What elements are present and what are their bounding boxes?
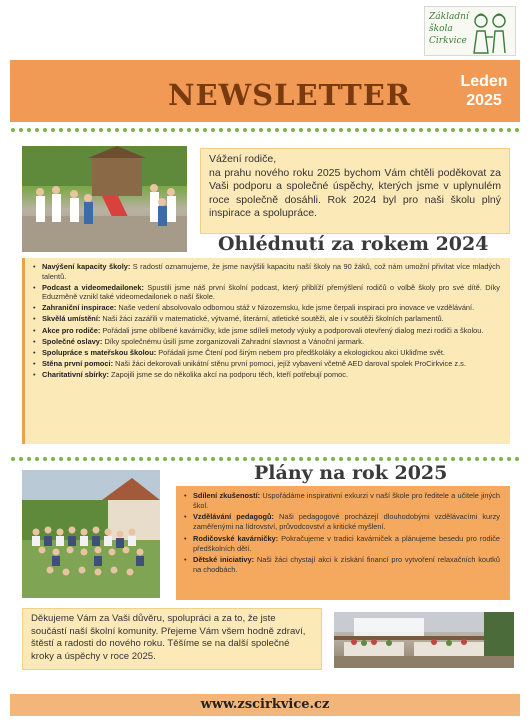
divider-dot — [499, 457, 503, 461]
review-item-text: Naši žáci zazářili v matematické, výtvarné, literární, atletické soutěži, ale i v soutěži školních parlamentů. — [100, 314, 444, 324]
divider-dot — [355, 457, 359, 461]
divider-dot — [307, 128, 311, 132]
intro-message — [200, 148, 510, 234]
divider-dot — [403, 457, 407, 461]
divider-dot — [411, 128, 415, 132]
divider-dot — [139, 128, 143, 132]
review-item-title: Stěna první pomoci: — [42, 358, 114, 368]
divider-dot — [195, 457, 199, 461]
divider-dot — [507, 457, 511, 461]
divider-dot — [155, 128, 159, 132]
divider-dot — [323, 128, 327, 132]
divider-dot — [419, 128, 423, 132]
divider-dot — [123, 457, 127, 461]
divider-dot — [67, 128, 71, 132]
review-item-text: Zapojili jsme se do několika akcí na podporu těch, kteří potřebují pomoc. — [108, 369, 349, 379]
divider-dot — [291, 128, 295, 132]
review-item-text: Díky společnému úsilí jsme zorganizovali Zahradní slavnost a Vánoční jarmark. — [102, 336, 365, 346]
divider-dot — [275, 128, 279, 132]
divider-dot — [179, 457, 183, 461]
divider-dot — [211, 457, 215, 461]
review-item-title: Zahraniční inspirace: — [42, 303, 117, 313]
divider-dot — [515, 457, 519, 461]
divider-dot — [259, 457, 263, 461]
review-item-title: Společné oslavy: — [42, 336, 103, 346]
website-link[interactable]: www.zscirkvice.cz — [200, 697, 330, 712]
divider-dot — [323, 457, 327, 461]
divider-dot — [363, 128, 367, 132]
divider-dot — [83, 128, 87, 132]
photo-children-on-playground — [22, 146, 187, 252]
divider-dot — [227, 128, 231, 132]
plan-item — [184, 534, 500, 553]
review-item-text: S radostí oznamujeme, že jsme navýšili kapacitu naší školy na 90 žáků, což nám umožní přivítat více mladých talentů. — [42, 262, 500, 281]
dotted-divider-top — [10, 127, 520, 133]
review-item-title: Akce pro rodiče: — [42, 325, 101, 335]
review-item-text: Naši žáci dekorovali unikátní stěnu první pomoci, jejíž vybavení včetně AED daroval spolek ProCirkvice z.s. — [113, 358, 466, 368]
divider-dot — [395, 128, 399, 132]
divider-dot — [483, 128, 487, 132]
divider-dot — [483, 457, 487, 461]
plans-section — [176, 486, 510, 600]
divider-dot — [371, 457, 375, 461]
review-item-title: Spolupráce s mateřskou školou: — [42, 347, 157, 357]
plans-heading: Plány na rok 2025 — [254, 462, 448, 484]
divider-dot — [59, 128, 63, 132]
divider-dot — [411, 457, 415, 461]
divider-dot — [211, 128, 215, 132]
divider-dot — [291, 457, 295, 461]
divider-dot — [171, 457, 175, 461]
divider-dot — [235, 128, 239, 132]
divider-dot — [339, 457, 343, 461]
divider-dot — [35, 457, 39, 461]
divider-dot — [99, 457, 103, 461]
divider-dot — [251, 128, 255, 132]
divider-dot — [83, 457, 87, 461]
divider-dot — [171, 128, 175, 132]
plan-item-title: Vzdělávání pedagogů: — [193, 512, 274, 522]
divider-dot — [459, 128, 463, 132]
divider-dot — [315, 128, 319, 132]
plan-item-text: Naši žáci chystají akci k získání financí pro vytvoření relaxačních koutků na chodbách. — [193, 555, 500, 574]
photo-christmas-market-tables — [334, 612, 514, 668]
divider-dot — [331, 457, 335, 461]
divider-dot — [227, 457, 231, 461]
divider-dot — [19, 128, 23, 132]
divider-dot — [499, 128, 503, 132]
review-item-title: Skvělá umístění: — [42, 314, 101, 324]
plan-item-title: Sdílení zkušeností: — [193, 491, 261, 500]
closing-text: Děkujeme Vám za Vaši důvěru, spolupráci a za to, že jste součástí naší školní komunity. Přejeme Vám všem hodně zdraví, štěstí a radosti do nového roku. Těšíme se na další společné kroky a úspěchy v roce 2025. — [31, 613, 306, 662]
divider-dot — [315, 457, 319, 461]
review-item-title: Charitativní sbírky: — [42, 369, 109, 379]
divider-dot — [451, 128, 455, 132]
divider-dot — [75, 457, 79, 461]
intro-greeting: Vážení rodiče, — [209, 153, 277, 165]
divider-dot — [307, 457, 311, 461]
divider-dot — [427, 457, 431, 461]
divider-dot — [475, 128, 479, 132]
divider-dot — [107, 457, 111, 461]
review-item-text: Naše vedení absolvovalo odbornou stáž v Nizozemsku, kde jsme čerpali inspiraci pro inovace ve vzdělávání. — [116, 303, 475, 313]
divider-dot — [403, 128, 407, 132]
divider-dot — [35, 128, 39, 132]
divider-dot — [299, 128, 303, 132]
newsletter-banner — [10, 60, 520, 122]
divider-dot — [219, 457, 223, 461]
divider-dot — [443, 128, 447, 132]
divider-dot — [387, 128, 391, 132]
divider-dot — [267, 457, 271, 461]
divider-dot — [299, 457, 303, 461]
school-logo — [424, 6, 516, 56]
divider-dot — [179, 128, 183, 132]
divider-dot — [203, 457, 207, 461]
divider-dot — [51, 457, 55, 461]
plan-item-title: Dětské iniciativy: — [193, 555, 255, 565]
divider-dot — [331, 128, 335, 132]
divider-dot — [507, 128, 511, 132]
plan-item-text: Naši pedagogové procházejí dlouhodobými vzdělávacími kurzy zaměřenými na lídrovství, průvodcovství a kritické myšlení. — [193, 512, 500, 532]
divider-dot — [475, 457, 479, 461]
divider-dot — [27, 128, 31, 132]
divider-dot — [275, 457, 279, 461]
review-item — [33, 326, 500, 336]
divider-dot — [43, 457, 47, 461]
divider-dot — [187, 457, 191, 461]
divider-dot — [67, 457, 71, 461]
review-item — [33, 303, 500, 313]
divider-dot — [43, 128, 47, 132]
divider-dot — [267, 128, 271, 132]
photo-school-group — [22, 470, 160, 598]
review-heading: Ohlédnutí za rokem 2024 — [218, 233, 489, 255]
divider-dot — [107, 128, 111, 132]
divider-dot — [387, 457, 391, 461]
divider-dot — [91, 128, 95, 132]
divider-dot — [131, 128, 135, 132]
review-item-text: Pořádali jsme Čtení pod širým nebem pro předškoláky a ekologickou akci Ukliďme svět. — [156, 347, 445, 357]
plan-item — [184, 491, 500, 510]
divider-dot — [235, 457, 239, 461]
divider-dot — [443, 457, 447, 461]
divider-dot — [243, 457, 247, 461]
divider-dot — [379, 128, 383, 132]
review-item-title: Podcast a videomedailonek: — [42, 282, 144, 292]
divider-dot — [491, 128, 495, 132]
divider-dot — [339, 128, 343, 132]
logo-text: Základní škola Cirkvice — [429, 12, 469, 46]
review-item — [33, 348, 500, 358]
closing-message — [22, 608, 322, 670]
review-item — [33, 337, 500, 347]
newsletter-date: Leden 2025 — [460, 73, 508, 109]
divider-dot — [163, 457, 167, 461]
divider-dot — [155, 457, 159, 461]
divider-dot — [11, 128, 15, 132]
divider-dot — [163, 128, 167, 132]
review-section — [22, 258, 510, 444]
divider-dot — [147, 457, 151, 461]
divider-dot — [283, 128, 287, 132]
divider-dot — [459, 457, 463, 461]
divider-dot — [435, 128, 439, 132]
footer — [10, 694, 520, 716]
divider-dot — [11, 457, 15, 461]
divider-dot — [427, 128, 431, 132]
divider-dot — [395, 457, 399, 461]
divider-dot — [283, 457, 287, 461]
divider-dot — [27, 457, 31, 461]
divider-dot — [259, 128, 263, 132]
plan-item-title: Rodičovské kavárničky: — [193, 533, 279, 543]
divider-dot — [347, 457, 351, 461]
divider-dot — [467, 128, 471, 132]
review-item — [33, 314, 500, 324]
plan-item — [184, 512, 500, 531]
divider-dot — [419, 457, 423, 461]
divider-dot — [115, 457, 119, 461]
divider-dot — [251, 457, 255, 461]
divider-dot — [203, 128, 207, 132]
divider-dot — [131, 457, 135, 461]
logo-children-drawing — [425, 7, 516, 56]
divider-dot — [451, 457, 455, 461]
plan-item-text: Pokračujeme v tradici kavárniček a plánujeme besedu pro rodiče předškolních dětí. — [193, 533, 500, 553]
divider-dot — [435, 457, 439, 461]
divider-dot — [363, 457, 367, 461]
divider-dot — [219, 128, 223, 132]
divider-dot — [115, 128, 119, 132]
divider-dot — [195, 128, 199, 132]
review-item — [33, 359, 500, 369]
review-item-text: Spustili jsme náš první školní podcast, který přiblíží přemýšlení rodičů o volbě školy pro své dítě. Díky Eduzměně vznikl také videomedailonek o naší škole. — [42, 282, 500, 302]
divider-dot — [187, 128, 191, 132]
divider-dot — [347, 128, 351, 132]
divider-dot — [355, 128, 359, 132]
plan-item — [184, 555, 500, 574]
divider-dot — [491, 457, 495, 461]
divider-dot — [59, 457, 63, 461]
divider-dot — [139, 457, 143, 461]
divider-dot — [99, 128, 103, 132]
review-item-title: Navýšení kapacity školy: — [42, 262, 131, 271]
divider-dot — [19, 457, 23, 461]
newsletter-title: NEWSLETTER — [168, 78, 411, 112]
divider-dot — [147, 128, 151, 132]
divider-dot — [91, 457, 95, 461]
divider-dot — [379, 457, 383, 461]
plan-item-text: Uspořádáme inspirativní exkurzi v naší škole pro ředitele a učitele jiných škol. — [193, 491, 500, 510]
divider-dot — [243, 128, 247, 132]
divider-dot — [51, 128, 55, 132]
divider-dot — [123, 128, 127, 132]
divider-dot — [515, 128, 519, 132]
review-item-text: Pořádali jsme oblíbené kavárničky, kde jsme sdíleli metody výuky a podporovali otevřený dialog mezi rodiči a školou. — [100, 325, 484, 335]
review-item — [33, 283, 500, 302]
intro-body: na prahu nového roku 2025 bychom Vám chtěli poděkovat za Vaši podporu a společné úspěchy, kterých jsme v uplynulém roce společně dosáhli. Rok 2024 byl pro naši školu plný inspirace a spolupráce. — [209, 166, 501, 219]
divider-dot — [371, 128, 375, 132]
review-item — [33, 370, 500, 380]
divider-dot — [75, 128, 79, 132]
review-item — [33, 262, 500, 281]
divider-dot — [467, 457, 471, 461]
